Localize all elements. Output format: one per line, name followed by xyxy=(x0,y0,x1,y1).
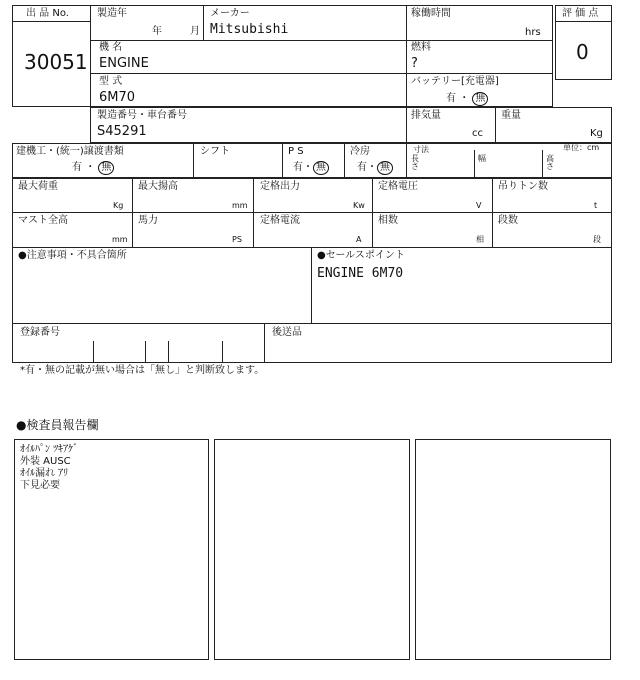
hours-unit: hrs xyxy=(525,27,541,38)
cert-dot: ・ xyxy=(85,162,96,173)
cert-yes: 有 xyxy=(72,162,82,173)
fuel-value: ? xyxy=(411,56,418,71)
width-label: 幅 xyxy=(478,154,486,163)
inspector-line: ｵｲﾙﾊﾟﾝ ﾂｷｱｹﾞ xyxy=(20,444,79,455)
ps-dot: ・ xyxy=(303,162,313,173)
type-label: 型 式 xyxy=(99,76,123,87)
battery-yes-no xyxy=(446,92,488,106)
rated-output-label: 定格出力 xyxy=(260,181,300,192)
height-label: 高さ xyxy=(546,154,554,171)
cert-yes-no xyxy=(72,161,114,175)
model-value: ENGINE xyxy=(99,56,149,71)
reg-label: 登録番号 xyxy=(20,327,60,338)
cert-label: 建機工・(統一)譲渡書類 xyxy=(16,146,124,157)
sales-label: ●セールスポイント xyxy=(317,250,405,261)
ps-yes: 有 xyxy=(293,162,303,173)
serial-label: 製造番号・車台番号 xyxy=(97,110,187,121)
steps-label: 段数 xyxy=(498,215,518,226)
ac-no-circled: 無 xyxy=(377,161,393,175)
shift-label: シフト xyxy=(200,146,230,157)
year-label: 製造年 xyxy=(97,8,127,19)
caution-label: ●注意事項・不具合箇所 xyxy=(18,250,127,261)
ac-label: 冷房 xyxy=(350,146,370,157)
weight-label: 重量 xyxy=(501,110,521,121)
rated-current-label: 定格電流 xyxy=(260,215,300,226)
rated-voltage-unit: V xyxy=(476,201,482,210)
inspector-box-2 xyxy=(214,439,410,660)
score-value: 0 xyxy=(576,40,589,64)
type-value: 6M70 xyxy=(99,90,136,105)
ps-label: P S xyxy=(288,146,304,157)
battery-yes: 有 xyxy=(446,93,456,104)
max-load-unit: Kg xyxy=(113,201,124,210)
displacement-unit: cc xyxy=(472,128,483,139)
footnote: *有・無の記載が無い場合は「無し」と判断致します。 xyxy=(20,365,265,376)
inspector-box-3 xyxy=(415,439,611,660)
max-lift-unit: mm xyxy=(232,201,248,210)
hp-label: 馬力 xyxy=(138,215,158,226)
shipping-label: 後送品 xyxy=(272,327,302,338)
steps-unit: 段 xyxy=(593,235,601,244)
registration-row xyxy=(12,323,612,363)
item-no-label: 出 品 No. xyxy=(26,8,69,19)
inspector-line: 下見必要 xyxy=(20,480,60,491)
rated-current-unit: A xyxy=(356,235,362,244)
length-label: 長さ xyxy=(411,154,419,171)
mast-label: マスト全高 xyxy=(18,215,68,226)
model-label: 機 名 xyxy=(99,42,123,53)
displacement-label: 排気量 xyxy=(411,110,441,121)
rated-voltage-label: 定格電圧 xyxy=(378,181,418,192)
serial-value: S45291 xyxy=(97,124,147,139)
maker-value: Mitsubishi xyxy=(210,22,289,37)
phase-label: 相数 xyxy=(378,215,398,226)
dims-unit-label: 単位：cm xyxy=(563,143,600,152)
mast-unit: mm xyxy=(112,235,128,244)
ac-dot: ・ xyxy=(367,162,377,173)
phase-unit: 相 xyxy=(476,235,484,244)
year-unit: 年 xyxy=(152,26,162,37)
hoist-unit: t xyxy=(594,201,598,210)
battery-label: バッテリー[充電器] xyxy=(411,76,499,87)
rated-output-unit: Kw xyxy=(353,201,365,210)
battery-dot: ・ xyxy=(459,93,470,104)
weight-unit: Kg xyxy=(590,128,603,139)
ps-yes-no xyxy=(293,161,329,175)
max-lift-label: 最大揚高 xyxy=(138,181,178,192)
fuel-label: 燃料 xyxy=(411,42,431,53)
ac-yes-no xyxy=(357,161,393,175)
item-no-value: 30051 xyxy=(24,50,88,74)
inspector-line: ｵｲﾙ漏れ ｱﾘ xyxy=(20,468,69,479)
dims-label: 寸法 xyxy=(413,145,429,154)
month-unit: 月 xyxy=(190,26,200,37)
maker-label: メーカー xyxy=(210,8,250,19)
max-load-label: 最大荷重 xyxy=(18,181,58,192)
hoist-label: 吊りトン数 xyxy=(498,181,548,192)
score-label: 評 価 点 xyxy=(562,8,599,19)
sales-text: ENGINE 6M70 xyxy=(317,266,404,281)
battery-no-circled: 無 xyxy=(472,92,488,106)
hours-label: 稼働時間 xyxy=(411,8,451,19)
hp-unit: PS xyxy=(232,235,242,244)
ps-no-circled: 無 xyxy=(313,161,329,175)
inspector-title: ●検査員報告欄 xyxy=(16,418,99,432)
inspector-line: 外装 AUSC xyxy=(20,456,71,467)
cert-no-circled: 無 xyxy=(98,161,114,175)
ac-yes: 有 xyxy=(357,162,367,173)
